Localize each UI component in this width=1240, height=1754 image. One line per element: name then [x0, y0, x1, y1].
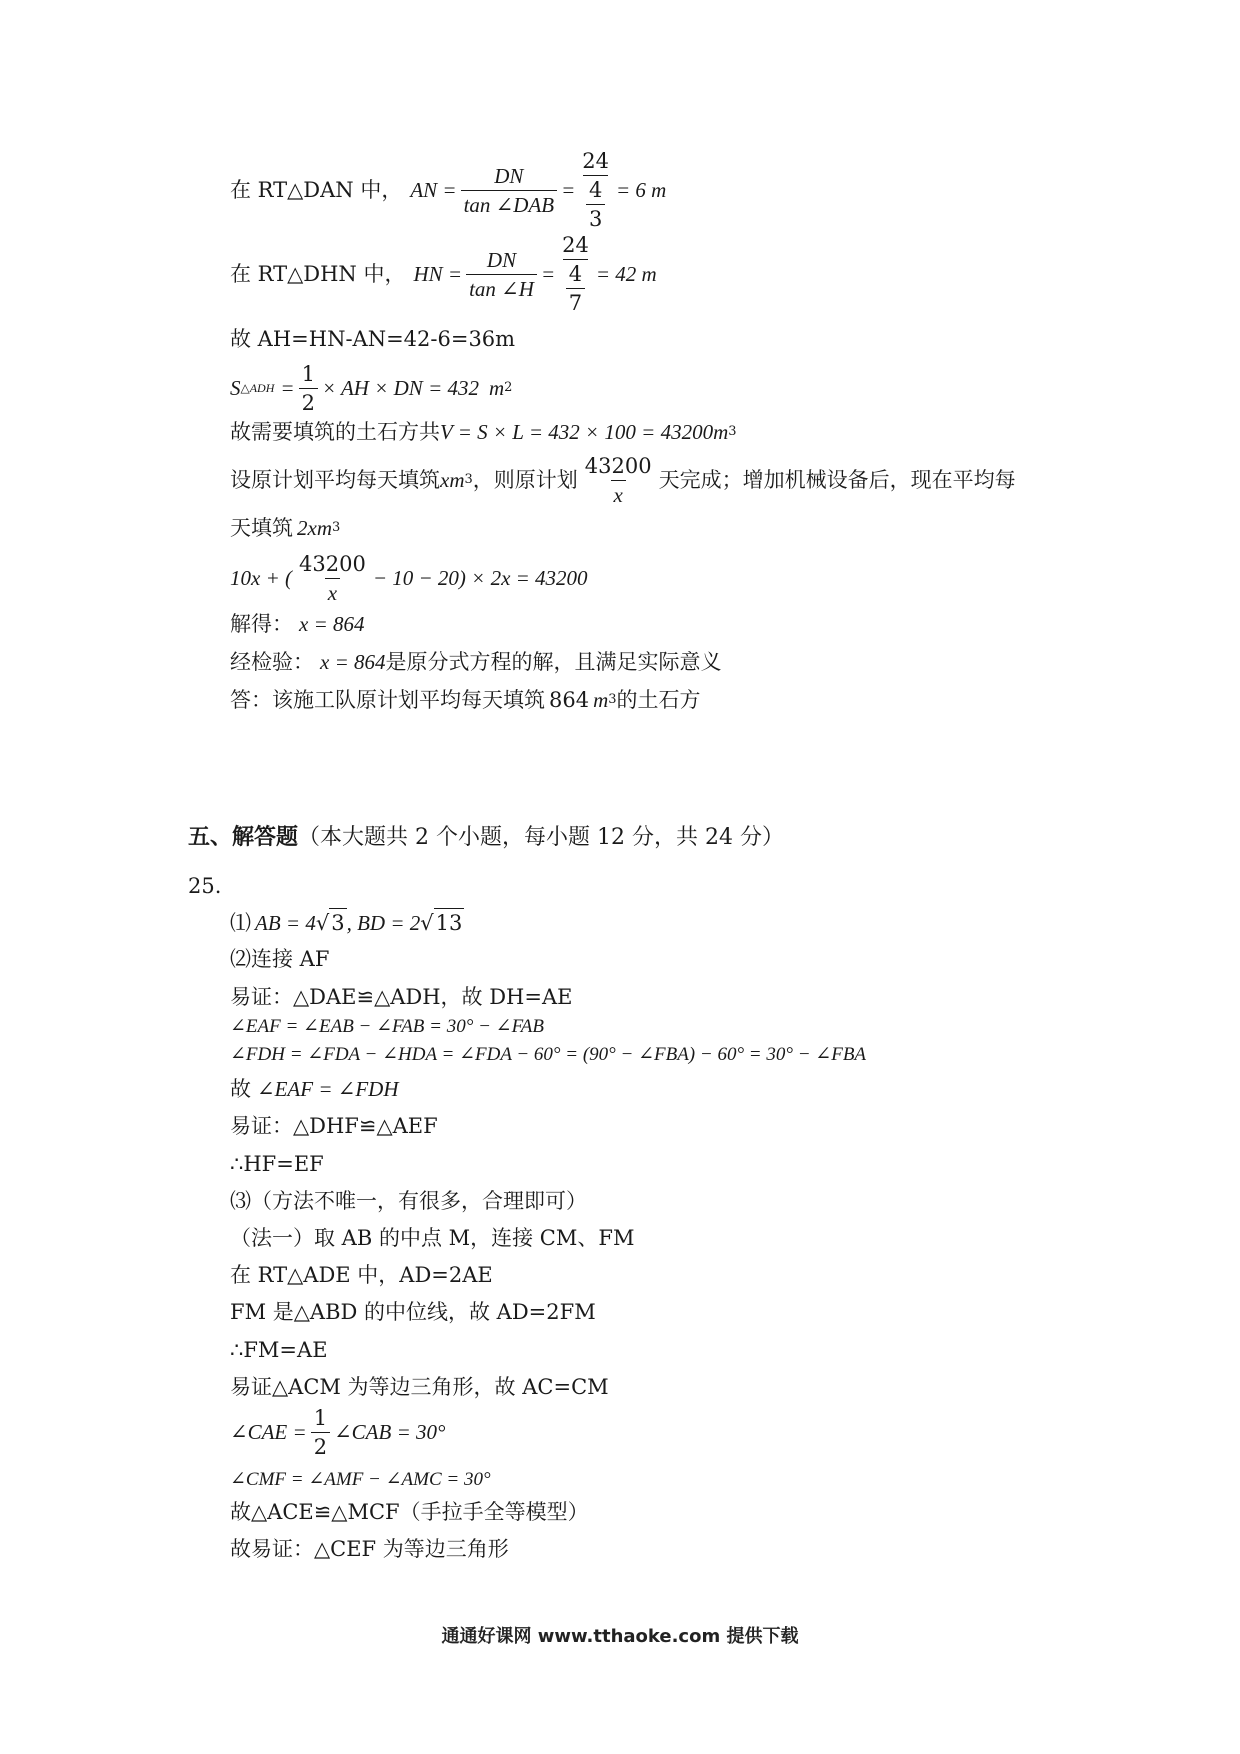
section-note: （本大题共 2 个小题，每小题 12 分，共 24 分）	[298, 825, 784, 850]
line-hn-result: = 42 m	[595, 262, 657, 286]
q25-step-ad: 在 RT△ADE 中，AD=2AE	[230, 1263, 493, 1287]
q25-conclusion-1: ∴HF=EF	[230, 1152, 324, 1176]
fraction-half-cab: $\frac{1}{2}$	[311, 1404, 330, 1461]
line-an: 在 RT△DAN 中， AN = $\frac{DN}{\text{tan ∠DAB}}$ = $\frac{24}{\frac{4}{3}}$ = 6 m	[230, 149, 667, 231]
line-ah: 故 AH=HN-AN=42-6=36m	[230, 327, 516, 351]
line-hn-prefix: 在 RT△DHN 中，	[230, 262, 406, 286]
q25-angle-fdh: ∠FDH = ∠FDA − ∠HDA = ∠FDA − 60° = (90° − ∠FBA) − 60° = 30° − ∠FBA	[230, 1044, 867, 1065]
footer-text: 通通好课网 www.tthaoke.com 提供下载	[441, 1626, 799, 1647]
line-answer: 答：该施工队原计划平均每天填筑 864 m 3 的土石方	[230, 688, 701, 712]
section-heading: 五、解答题	[188, 825, 299, 850]
q25-angle-cmf: ∠CMF = ∠AMF − ∠AMC = 30°	[230, 1469, 491, 1490]
section-title	[188, 820, 784, 851]
q25-final: 故易证：△CEF 为等边三角形	[230, 1537, 509, 1561]
q25-part1: ⑴ AB = 4 √ 3 , BD = 2 √ 13	[230, 908, 464, 937]
q25-angle-cae: ∠CAE = $\frac{1}{2}$ ∠CAB = 30°	[230, 1405, 446, 1459]
line-equation: 10x + ( $\frac{43200}{x}$ − 10 − 20) × 2x = 43200	[230, 551, 588, 605]
line-an-result: = 6 m	[616, 178, 667, 202]
fraction-43200-over-x-2: $\frac{43200}{x}$	[299, 551, 366, 605]
line-an-lhs: AN =	[410, 178, 457, 202]
q25-congruence-1: 易证：△DAE≌△ADH，故 DH=AE	[230, 985, 573, 1009]
line-daily: 天填筑 2xm 3	[230, 516, 341, 540]
q25-angle-eaf: ∠EAF = ∠EAB − ∠FAB = 30° − ∠FAB	[230, 1016, 544, 1037]
q25-congruence-3: 故△ACE≌△MCF（手拉手全等模型）	[230, 1500, 589, 1524]
q25-part3: ⑶（方法不唯一，有很多，合理即可）	[230, 1189, 587, 1213]
q25-congruence-2: 易证：△DHF≌△AEF	[230, 1114, 438, 1138]
fraction-24-over-4-3: $\frac{24}{\frac{4}{3}}$	[582, 149, 610, 231]
q25-step-acm: 易证△ACM 为等边三角形，故 AC=CM	[230, 1375, 609, 1399]
q25-angles-equal: 故 ∠EAF = ∠FDH	[230, 1077, 399, 1101]
line-plan: 设原计划平均每天填筑 xm 3 ，则原计划 $\frac{43200}{x}$ 天完成；增加机械设备后，现在平均每	[230, 453, 1016, 507]
fraction-dn-tan-h: $\frac{DN}{\tan \angle H}$	[466, 246, 537, 303]
q25-step-fm: FM 是△ABD 的中位线，故 AD=2FM	[230, 1300, 596, 1324]
q25-method-1: （法一）取 AB 的中点 M，连接 CM、FM	[230, 1226, 635, 1250]
line-volume: 故需要填筑的土石方共 V = S × L = 432 × 100 = 43200m 3	[230, 420, 737, 444]
question-number: 25.	[188, 874, 222, 898]
fraction-43200-over-x: $\frac{43200}{x}$	[584, 453, 652, 507]
q25-part2: ⑵连接 AF	[230, 947, 330, 971]
line-hn-lhs: HN =	[413, 262, 463, 286]
q25-step-fm-ae: ∴FM=AE	[230, 1338, 328, 1362]
line-hn: 在 RT△DHN 中， HN = $\frac{DN}{\tan \angle H}$ = $\frac{24}{\frac{4}{7}}$ = 42 m	[230, 233, 657, 315]
line-area: S △ADH = $\frac{1}{2}$ × AH × DN = 432 m 2	[230, 361, 513, 415]
line-check: 经检验： x = 864 是原分式方程的解，且满足实际意义	[230, 650, 722, 674]
line-solved: 解得： x = 864	[230, 612, 365, 636]
fraction-one-half: $\frac{1}{2}$	[299, 360, 318, 417]
fraction-24-over-4-7: $\frac{24}{\frac{4}{7}}$	[562, 233, 589, 315]
line-an-prefix: 在 RT△DAN 中，	[230, 178, 403, 202]
fraction-dn-tan-dab: $\frac{DN}{\text{tan ∠DAB}}$	[461, 162, 558, 219]
